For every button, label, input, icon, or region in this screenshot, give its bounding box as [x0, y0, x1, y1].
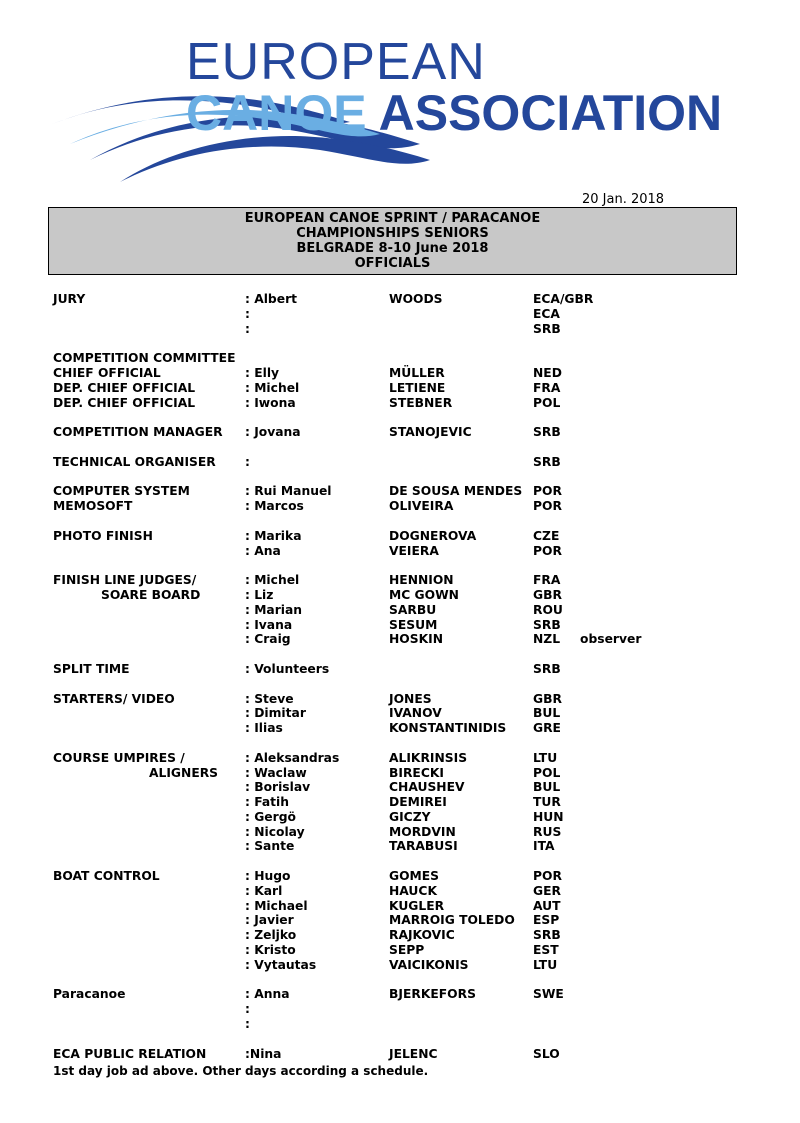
- official-row: [53, 839, 753, 854]
- official-role: COMPUTER SYSTEM: [53, 484, 190, 499]
- eca-logo: [50, 32, 750, 192]
- official-role: DEP. CHIEF OFFICIAL: [53, 380, 196, 395]
- official-country-code: ECA/GBR: [533, 292, 594, 306]
- title-line-4: OFFICIALS: [354, 256, 431, 271]
- official-first-name: : Jovana: [245, 425, 301, 440]
- title-box: [48, 207, 737, 275]
- official-country-code: ESP: [533, 913, 560, 928]
- official-country-code: LTU: [533, 750, 558, 765]
- official-role: COMPETITION MANAGER: [53, 425, 223, 440]
- official-last-name: DE SOUSA MENDES: [389, 484, 523, 499]
- official-first-name: : Ilias: [245, 721, 283, 736]
- official-first-name: : Vytautas: [245, 957, 317, 972]
- official-country-code: POL: [533, 765, 561, 780]
- official-role: TECHNICAL ORGANISER: [53, 454, 216, 469]
- official-first-name: : Michael: [245, 898, 308, 913]
- official-first-name: : Borislav: [245, 780, 311, 795]
- official-role: FINISH LINE JUDGES/: [53, 573, 197, 588]
- official-first-name: : Iwona: [245, 395, 296, 410]
- official-first-name: : Hugo: [245, 869, 291, 884]
- official-row: [53, 366, 753, 381]
- official-role: Paracanoe: [53, 987, 126, 1002]
- official-row: [53, 899, 753, 914]
- official-first-name: : Waclaw: [245, 765, 307, 780]
- official-last-name: GICZY: [389, 809, 431, 824]
- official-role: BOAT CONTROL: [53, 869, 160, 884]
- official-first-name: : Liz: [245, 587, 274, 602]
- official-row: [53, 1017, 753, 1032]
- official-row: [53, 928, 753, 943]
- official-last-name: WOODS: [389, 292, 443, 306]
- official-note: observer: [580, 632, 642, 647]
- official-last-name: KUGLER: [389, 898, 445, 913]
- officials-list: [53, 292, 753, 1061]
- official-role: COURSE UMPIRES /: [53, 750, 185, 765]
- official-last-name: SESUM: [389, 617, 438, 632]
- official-country-code: AUT: [533, 898, 561, 913]
- official-row: [53, 1002, 753, 1017]
- official-last-name: DOGNEROVA: [389, 528, 477, 543]
- official-last-name: DEMIREI: [389, 795, 447, 810]
- official-row: [53, 499, 753, 514]
- official-row: [53, 721, 753, 736]
- official-row: [53, 396, 753, 411]
- official-country-code: LTU: [533, 957, 558, 972]
- official-country-code: GER: [533, 883, 561, 898]
- official-row: [53, 573, 753, 588]
- official-role: DEP. CHIEF OFFICIAL: [53, 395, 196, 410]
- official-country-code: SLO: [533, 1046, 560, 1061]
- official-role: ECA PUBLIC RELATION: [53, 1046, 207, 1061]
- official-last-name: IVANOV: [389, 706, 442, 721]
- official-first-name: : Gergö: [245, 809, 296, 824]
- official-country-code: FRA: [533, 573, 561, 588]
- official-last-name: MORDVIN: [389, 824, 456, 839]
- official-first-name: : Albert: [245, 292, 298, 306]
- title-line-1: EUROPEAN CANOE SPRINT / PARACANOE: [244, 211, 541, 226]
- official-country-code: SWE: [533, 987, 564, 1002]
- official-first-name: :: [245, 1002, 250, 1017]
- official-row: [53, 455, 753, 470]
- official-last-name: LETIENE: [389, 380, 446, 395]
- logo-text-association: ASSOCIATION: [378, 85, 723, 141]
- official-first-name: :: [245, 321, 250, 336]
- official-row: [53, 987, 753, 1002]
- official-first-name: : Marcos: [245, 499, 304, 514]
- official-country-code: POR: [533, 499, 562, 514]
- official-row: [53, 884, 753, 899]
- official-first-name: :Nina: [245, 1046, 282, 1061]
- official-role: ALIGNERS: [149, 765, 219, 780]
- official-last-name: MARROIG TOLEDO: [389, 913, 515, 928]
- official-country-code: POR: [533, 543, 562, 558]
- official-first-name: : Nicolay: [245, 824, 305, 839]
- official-row: [53, 692, 753, 707]
- official-country-code: SRB: [533, 425, 561, 440]
- official-first-name: :: [245, 454, 250, 469]
- official-last-name: BJERKEFORS: [389, 987, 476, 1002]
- official-row: [53, 825, 753, 840]
- official-row: [53, 869, 753, 884]
- official-last-name: VAICIKONIS: [389, 957, 469, 972]
- logo-text-canoe: CANOE: [186, 85, 367, 141]
- official-row: [53, 322, 753, 337]
- official-role: CHIEF OFFICIAL: [53, 365, 161, 380]
- official-country-code: SRB: [533, 454, 561, 469]
- official-row: [53, 913, 753, 928]
- official-first-name: : Rui Manuel: [245, 484, 332, 499]
- official-country-code: POR: [533, 484, 562, 499]
- official-row: [53, 484, 753, 499]
- official-last-name: SEPP: [389, 943, 425, 958]
- official-first-name: : Anna: [245, 987, 290, 1002]
- title-line-2: CHAMPIONSHIPS SENIORS: [296, 226, 489, 241]
- title-line-3: BELGRADE 8-10 June 2018: [296, 241, 489, 256]
- official-first-name: : Ana: [245, 543, 281, 558]
- official-role: SPLIT TIME: [53, 661, 130, 676]
- official-row: [53, 292, 753, 307]
- official-last-name: STANOJEVIC: [389, 425, 472, 440]
- official-country-code: SRB: [533, 928, 561, 943]
- official-row: [53, 662, 753, 677]
- official-country-code: NZL: [533, 632, 561, 647]
- official-last-name: CHAUSHEV: [389, 780, 465, 795]
- official-row: [53, 706, 753, 721]
- official-country-code: SRB: [533, 617, 561, 632]
- official-country-code: POR: [533, 869, 562, 884]
- official-role: JURY: [53, 292, 86, 306]
- official-first-name: :: [245, 306, 250, 321]
- official-row: [53, 632, 753, 647]
- official-first-name: : Zeljko: [245, 928, 297, 943]
- official-last-name: JONES: [389, 691, 432, 706]
- official-last-name: MÜLLER: [389, 365, 445, 380]
- official-country-code: BUL: [533, 706, 561, 721]
- official-first-name: :: [245, 1017, 250, 1032]
- official-last-name: STEBNER: [389, 395, 453, 410]
- official-country-code: RUS: [533, 824, 562, 839]
- official-last-name: HAUCK: [389, 883, 437, 898]
- official-row: [53, 780, 753, 795]
- official-country-code: GBR: [533, 587, 562, 602]
- official-last-name: SARBU: [389, 602, 437, 617]
- official-row: [53, 810, 753, 825]
- official-role: COMPETITION COMMITTEE: [53, 351, 236, 366]
- official-row: [53, 544, 753, 559]
- official-country-code: ITA: [533, 839, 555, 854]
- official-role: MEMOSOFT: [53, 499, 133, 514]
- official-last-name: JELENC: [389, 1046, 438, 1061]
- official-first-name: : Marika: [245, 528, 302, 543]
- official-row: [53, 529, 753, 544]
- official-row: [53, 351, 753, 366]
- official-first-name: : Elly: [245, 365, 280, 380]
- official-row: [53, 603, 753, 618]
- official-row: [53, 307, 753, 322]
- official-last-name: TARABUSI: [389, 839, 458, 854]
- official-country-code: GRE: [533, 721, 561, 736]
- official-country-code: GBR: [533, 691, 562, 706]
- official-row: [53, 766, 753, 781]
- official-last-name: HOSKIN: [389, 632, 443, 647]
- official-row: [53, 958, 753, 973]
- official-first-name: : Ivana: [245, 617, 293, 632]
- official-last-name: HENNION: [389, 573, 454, 588]
- footnote: 1st day job ad above. Other days according a schedule.: [53, 1064, 429, 1078]
- official-first-name: : Michel: [245, 573, 300, 588]
- official-country-code: TUR: [533, 795, 561, 810]
- official-first-name: : Sante: [245, 839, 295, 854]
- official-last-name: BIRECKI: [389, 765, 444, 780]
- official-row: [53, 943, 753, 958]
- official-role: PHOTO FINISH: [53, 528, 153, 543]
- official-last-name: RAJKOVIC: [389, 928, 455, 943]
- official-country-code: FRA: [533, 380, 561, 395]
- logo-text-european: EUROPEAN: [186, 33, 486, 91]
- official-last-name: OLIVEIRA: [389, 499, 454, 514]
- official-first-name: : Steve: [245, 691, 294, 706]
- official-last-name: KONSTANTINIDIS: [389, 721, 507, 736]
- official-first-name: : Marian: [245, 602, 303, 617]
- official-country-code: HUN: [533, 809, 564, 824]
- official-row: [53, 618, 753, 633]
- official-row: [53, 588, 753, 603]
- official-last-name: GOMES: [389, 869, 440, 884]
- official-role: SOARE BOARD: [101, 587, 201, 602]
- official-row: [53, 381, 753, 396]
- official-first-name: : Dimitar: [245, 706, 306, 721]
- official-role: STARTERS/ VIDEO: [53, 691, 175, 706]
- official-country-code: SRB: [533, 321, 561, 336]
- logo-text-canoe-association: [186, 85, 723, 141]
- official-first-name: : Craig: [245, 632, 291, 647]
- document-date: 20 Jan. 2018: [582, 192, 665, 207]
- official-first-name: : Michel: [245, 380, 300, 395]
- official-country-code: EST: [533, 943, 559, 958]
- official-country-code: CZE: [533, 528, 560, 543]
- official-last-name: VEIERA: [389, 543, 439, 558]
- official-country-code: NED: [533, 365, 562, 380]
- official-last-name: ALIKRINSIS: [389, 750, 468, 765]
- official-country-code: BUL: [533, 780, 561, 795]
- official-last-name: MC GOWN: [389, 587, 459, 602]
- official-first-name: : Volunteers: [245, 661, 330, 676]
- official-first-name: : Javier: [245, 913, 294, 928]
- official-row: [53, 795, 753, 810]
- official-row: [53, 425, 753, 440]
- official-country-code: POL: [533, 395, 561, 410]
- official-row: [53, 751, 753, 766]
- official-country-code: ROU: [533, 602, 563, 617]
- official-first-name: : Fatih: [245, 795, 290, 810]
- official-first-name: : Kristo: [245, 943, 296, 958]
- official-first-name: : Aleksandras: [245, 750, 340, 765]
- official-country-code: SRB: [533, 661, 561, 676]
- official-country-code: ECA: [533, 306, 560, 321]
- official-first-name: : Karl: [245, 883, 283, 898]
- official-row: [53, 1047, 753, 1062]
